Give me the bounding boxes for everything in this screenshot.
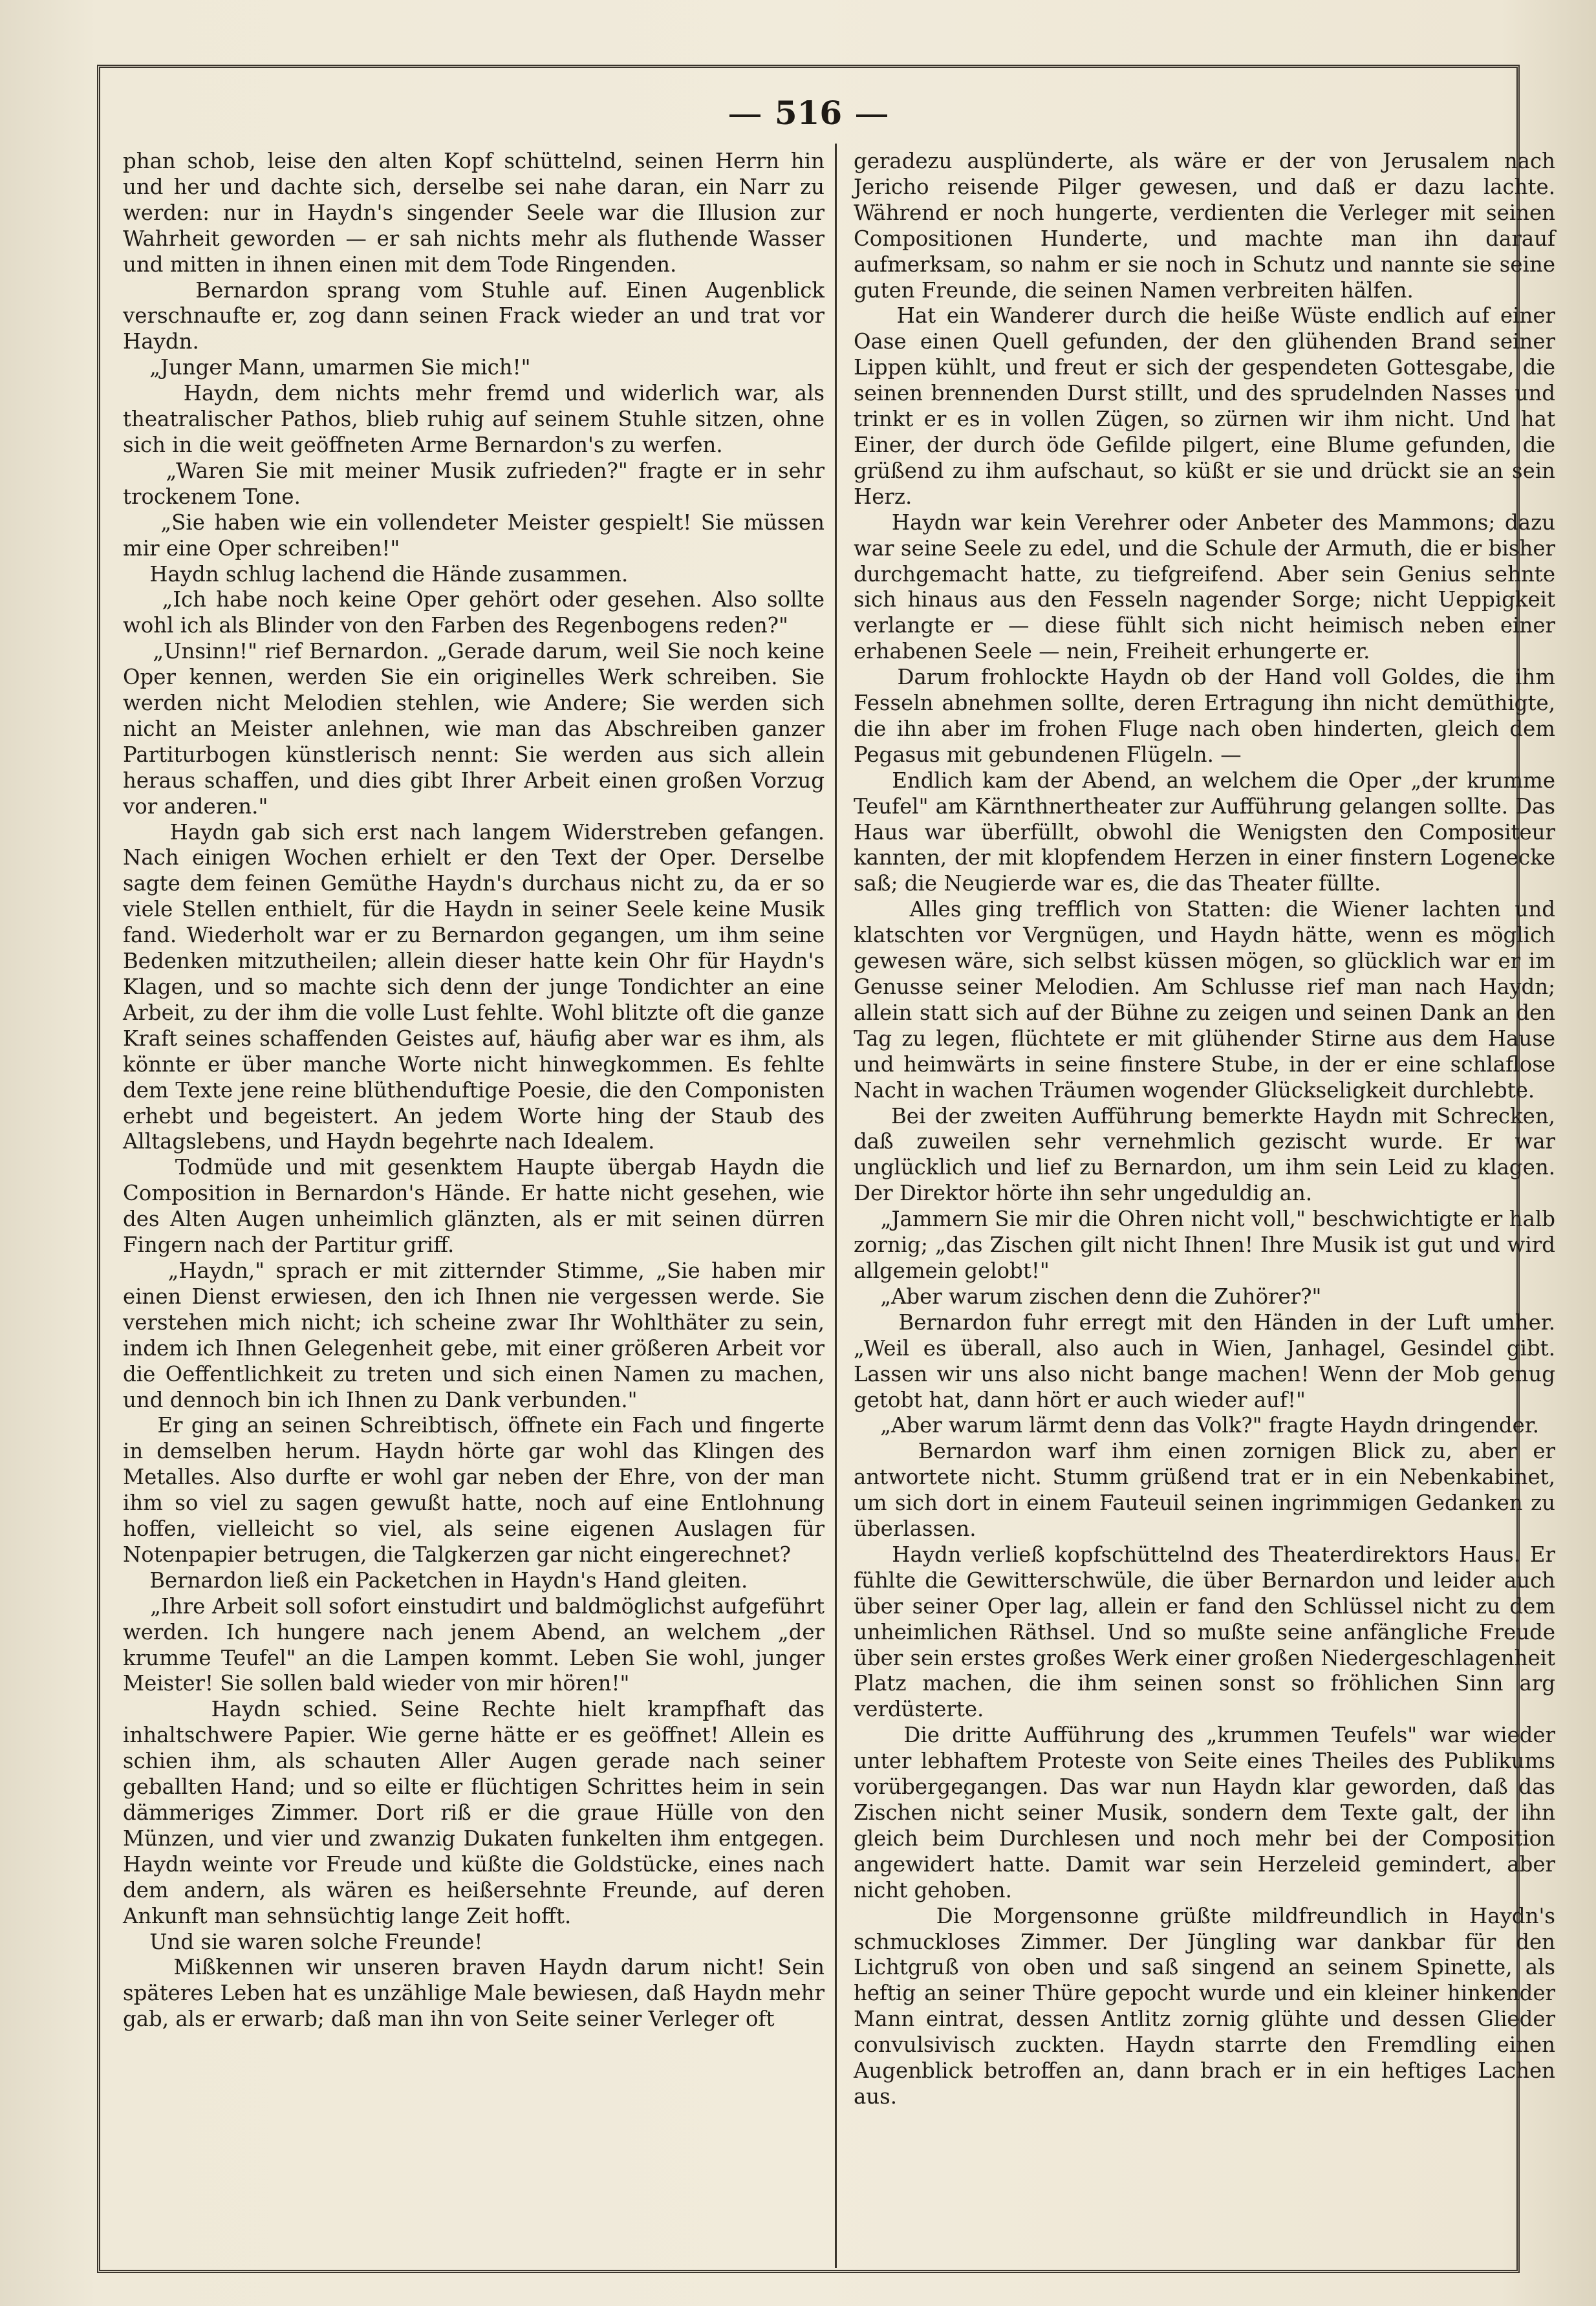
paragraph: Endlich kam der Abend, an welchem die Oper „der krumme Teufel" am Kärnthnertheater zur Aufführung gelangen sollte. Das Haus war überfüllt, obwohl die Wenigsten den Compositeur kannten, der mit klopfendem Herzen in einer finstern Logenecke saß; die Neugierde war es, die das Theater füllte. (854, 768, 1562, 896)
paragraph: „Unsinn!" rief Bernardon. „Gerade darum, weil Sie noch keine Oper kennen, werden Sie ein originelles Werk schreiben. Sie werden nicht Melodien stehlen, wie Andere; Sie werden sich nicht an Meister anlehnen, wie man das Abschreiben ganzer Partiturbogen künstlerisch nennt: Sie werden aus sich allein heraus schaffen, und dies gibt Ihrer Arbeit einen großen Vorzug vor anderen." (123, 639, 832, 819)
paragraph: Darum frohlockte Haydn ob der Hand voll Goldes, die ihm Fesseln abnehmen sollte, deren Ertragung ihn nicht demüthigte, die ihn aber im frohen Fluge nach oben hinderten, gleich dem Pegasus mit gebundenen Flügeln. — (854, 665, 1562, 767)
paragraph: phan schob, leise den alten Kopf schüttelnd, seinen Herrn hin und her und dachte sich, derselbe sei nahe daran, ein Narr zu werden: nur in Haydn's singender Seele war die Illusion zur Wahrheit geworden — er sah nichts mehr als fluthende Wasser und mitten in ihnen einen mit dem Tode Ringenden. (123, 149, 832, 277)
paragraph: geradezu ausplünderte, als wäre er der von Jerusalem nach Jericho reisende Pilger gewesen, und daß er dazu lachte. Während er noch hungerte, verdienten die Verleger mit seinen Compositionen Hunderte, und machte man ihn darauf aufmerksam, so nahm er sie noch in Schutz und nannte sie seine guten Freunde, die seinen Namen verbreiten hälfen. (854, 149, 1562, 303)
paragraph: Hat ein Wanderer durch die heiße Wüste endlich auf einer Oase einen Quell gefunden, der den glühenden Brand seiner Lippen kühlt, und freut er sich der gespendeten Gottesgabe, die seinen brennenden Durst stillt, und des sprudelnden Nasses und trinkt er es in vollen Zügen, so zürnen wir ihm nicht. Und hat Einer, der durch öde Gefilde pilgert, eine Blume gefunden, die grüßend zu ihm aufschaut, so küßt er sie und drückt sie an sein Herz. (854, 303, 1562, 509)
paragraph: Todmüde und mit gesenktem Haupte übergab Haydn die Composition in Bernardon's Hände. Er hatte nicht gesehen, wie des Alten Augen unheimlich glänzten, als er mit seinen dürren Fingern nach der Partitur griff. (123, 1155, 832, 1258)
paragraph: Mißkennen wir unseren braven Haydn darum nicht! Sein späteres Leben hat es unzählige Male bewiesen, daß Haydn mehr gab, als er erwarb; daß man ihn von Seite seiner Verleger oft (123, 1955, 832, 2032)
paragraph: „Ich habe noch keine Oper gehört oder gesehen. Also sollte wohl ich als Blinder von den Farben des Regenbogens reden?" (123, 587, 832, 638)
paragraph: Haydn, dem nichts mehr fremd und widerlich war, als theatralischer Pathos, blieb ruhig auf seinem Stuhle sitzen, ohne sich in die weit geöffneten Arme Bernardon's zu werfen. (123, 381, 832, 457)
header-dash-left (729, 114, 760, 117)
paragraph: „Aber warum lärmt denn das Volk?" fragte Haydn dringender. (854, 1413, 1540, 1438)
paragraph: Bernardon warf ihm einen zornigen Blick zu, aber er antwortete nicht. Stumm grüßend trat er in ein Nebenkabinet, um sich dort in einem Fauteuil seinen ingrimmigen Gedanken zu überlassen. (854, 1439, 1562, 1542)
paragraph: Haydn gab sich erst nach langem Widerstreben gefangen. Nach einigen Wochen erhielt er den Text der Oper. Derselbe sagte dem feinen Gemüthe Haydn's durchaus nicht zu, da er so viele Stellen enthielt, für die Haydn in seiner Seele keine Musik fand. Wiederholt war er zu Bernardon gegangen, um ihm seine Bedenken mitzutheilen; allein dieser hatte kein Ohr für Haydn's Klagen, und so machte sich denn der junge Tondichter an eine Arbeit, zu der ihm die volle Lust fehlte. Wohl blitzte oft die ganze Kraft seines schaffenden Geistes auf, häufig aber war es ihm, als könnte er über manche Worte nicht hinwegkommen. Es fehlte dem Texte jene reine blüthenduftige Poesie, die den Componisten erhebt und begeistert. An jedem Worte hing der Staub des Alltagslebens, und Haydn begehrte nach Idealem. (123, 819, 832, 1154)
paragraph: Er ging an seinen Schreibtisch, öffnete ein Fach und fingerte in demselben herum. Haydn hörte gar wohl das Klingen des Metalles. Also durfte er wohl gar neben der Ehre, von der man ihm so viel zu sagen gewußt hatte, noch auf eine Entlohnung hoffen, vielleicht so viel, als seine eigenen Auslagen für Notenpapier betrugen, die Talgkerzen gar nicht eingerechnet? (123, 1413, 832, 1567)
paragraph: Bernardon sprang vom Stuhle auf. Einen Augenblick verschnaufte er, zog dann seinen Frack wieder an und trat vor Haydn. (123, 277, 832, 354)
paragraph: Bernardon fuhr erregt mit den Händen in der Luft umher. „Weil es überall, also auch in Wien, Janhagel, Gesindel gibt. Lassen wir uns also nicht bange machen! Wenn der Mob genug getobt hat, dann hört er auch wieder auf!" (854, 1309, 1562, 1412)
paragraph: Haydn schlug lachend die Hände zusammen. (123, 561, 629, 587)
column-divider (835, 144, 837, 2268)
paragraph: „Haydn," sprach er mit zitternder Stimme, „Sie haben mir einen Dienst erwiesen, den ich Ihnen nie vergessen werde. Sie verstehen mich nicht; ich scheine zwar Ihr Wohlthäter zu sein, indem ich Ihnen Gelegenheit gebe, mit einer größeren Arbeit vor die Oeffentlichkeit zu treten und sich einen Namen zu machen, und dennoch bin ich Ihnen zu Dank verbunden." (123, 1258, 832, 1412)
paragraph: Haydn verließ kopfschüttelnd des Theaterdirektors Haus. Er fühlte die Gewitterschwüle, die über Bernardon und leider auch über seiner Oper lag, allein er fand den Schlüssel nicht zu dem unheimlichen Räthsel. Und so mußte seine anfängliche Freude über sein erstes großes Werk einer großen Niedergeschlagenheit Platz machen, die ihm seinen sonst so fröhlichen Sinn arg verdüsterte. (854, 1542, 1562, 1722)
page-number: 516 (774, 94, 843, 132)
paragraph: Die dritte Aufführung des „krummen Teufels" war wieder unter lebhaftem Proteste von Seite eines Theiles des Publikums vorübergegangen. Das war nun Haydn klar geworden, daß das Zischen nicht seiner Musik, sondern dem Texte galt, der ihn gleich beim Durchlesen und noch mehr bei der Composition angewidert hatte. Damit war sein Herzeleid gemindert, aber nicht gehoben. (854, 1723, 1562, 1902)
right-column (854, 149, 1562, 2244)
paragraph: Und sie waren solche Freunde! (123, 1929, 483, 1954)
paragraph: „Ihre Arbeit soll sofort einstudirt und baldmöglichst aufgeführt werden. Ich hungere nach jenem Abend, an welchem „der krumme Teufel" an die Lampen kommt. Leben Sie wohl, junger Meister! Sie sollen bald wieder von mir hören!" (123, 1593, 832, 1696)
page-header (97, 91, 1520, 136)
paragraph: „Aber warum zischen denn die Zuhörer?" (854, 1284, 1322, 1309)
paragraph: „Junger Mann, umarmen Sie mich!" (123, 355, 531, 380)
paragraph: Haydn schied. Seine Rechte hielt krampfhaft das inhaltschwere Papier. Wie gerne hätte er es geöffnet! Allein es schien ihm, als schauten Aller Augen gerade nach seiner geballten Hand; und so eilte er flüchtigen Schrittes heim in sein dämmeriges Zimmer. Dort riß er die graue Hülle von den Münzen, und vier und zwanzig Dukaten funkelten ihm entgegen. Haydn weinte vor Freude und küßte die Goldstücke, eines nach dem andern, als wären es heißersehnte Freunde, auf deren Ankunft man sehnsüchtig lange Zeit hofft. (123, 1697, 832, 1928)
paragraph: „Waren Sie mit meiner Musik zufrieden?" fragte er in sehr trockenem Tone. (123, 458, 832, 509)
paragraph: Bei der zweiten Aufführung bemerkte Haydn mit Schrecken, daß zuweilen sehr vernehmlich gezischt wurde. Er war unglücklich und lief zu Bernardon, um ihm sein Leid zu klagen. Der Direktor hörte ihn sehr ungeduldig an. (854, 1103, 1562, 1206)
paragraph: „Jammern Sie mir die Ohren nicht voll," beschwichtigte er halb zornig; „das Zischen gilt nicht Ihnen! Ihre Musik ist gut und wird allgemein gelobt!" (854, 1207, 1562, 1283)
paragraph: „Sie haben wie ein vollendeter Meister gespielt! Sie müssen mir eine Oper schreiben!" (123, 510, 832, 561)
paragraph: Die Morgensonne grüßte mildfreundlich in Haydn's schmuckloses Zimmer. Der Jüngling war dankbar für den Lichtgruß von oben und saß singend an seinem Spinette, als heftig an seiner Thüre gepocht wurde und ein kleiner hinkender Mann eintrat, dessen Antlitz zornig glühte und dessen Glieder convulsivisch zuckten. Haydn starrte den Fremdling einen Augenblick betroffen an, dann brach er in ein heftiges Lachen aus. (854, 1903, 1562, 2109)
left-column (123, 149, 832, 2244)
header-dash-right (856, 114, 887, 117)
paragraph: Bernardon ließ ein Packetchen in Haydn's Hand gleiten. (123, 1568, 748, 1593)
paragraph: Haydn war kein Verehrer oder Anbeter des Mammons; dazu war seine Seele zu edel, und die Schule der Armuth, die er bisher durchgemacht hatte, zu tiefgreifend. Aber sein Genius sehnte sich hinaus aus den Fesseln nagender Sorge; nicht Ueppigkeit verlangte er — diese fühlt sich nicht heimisch neben einer erhabenen Seele — nein, Freiheit erhungerte er. (854, 510, 1562, 664)
paragraph: Alles ging trefflich von Statten: die Wiener lachten und klatschten vor Vergnügen, und Haydn hätte, wenn es möglich gewesen wäre, sich selbst küssen mögen, so glücklich war er im Genusse seiner Melodien. Am Schlusse rief man nach Haydn; allein statt sich auf der Bühne zu zeigen und seinen Dank an den Tag zu legen, flüchtete er mit glühender Stirne aus dem Hause und heimwärts in seine finstere Stube, in der er eine schlaflose Nacht in wachen Träumen wogender Glückseligkeit durchlebte. (854, 897, 1562, 1103)
